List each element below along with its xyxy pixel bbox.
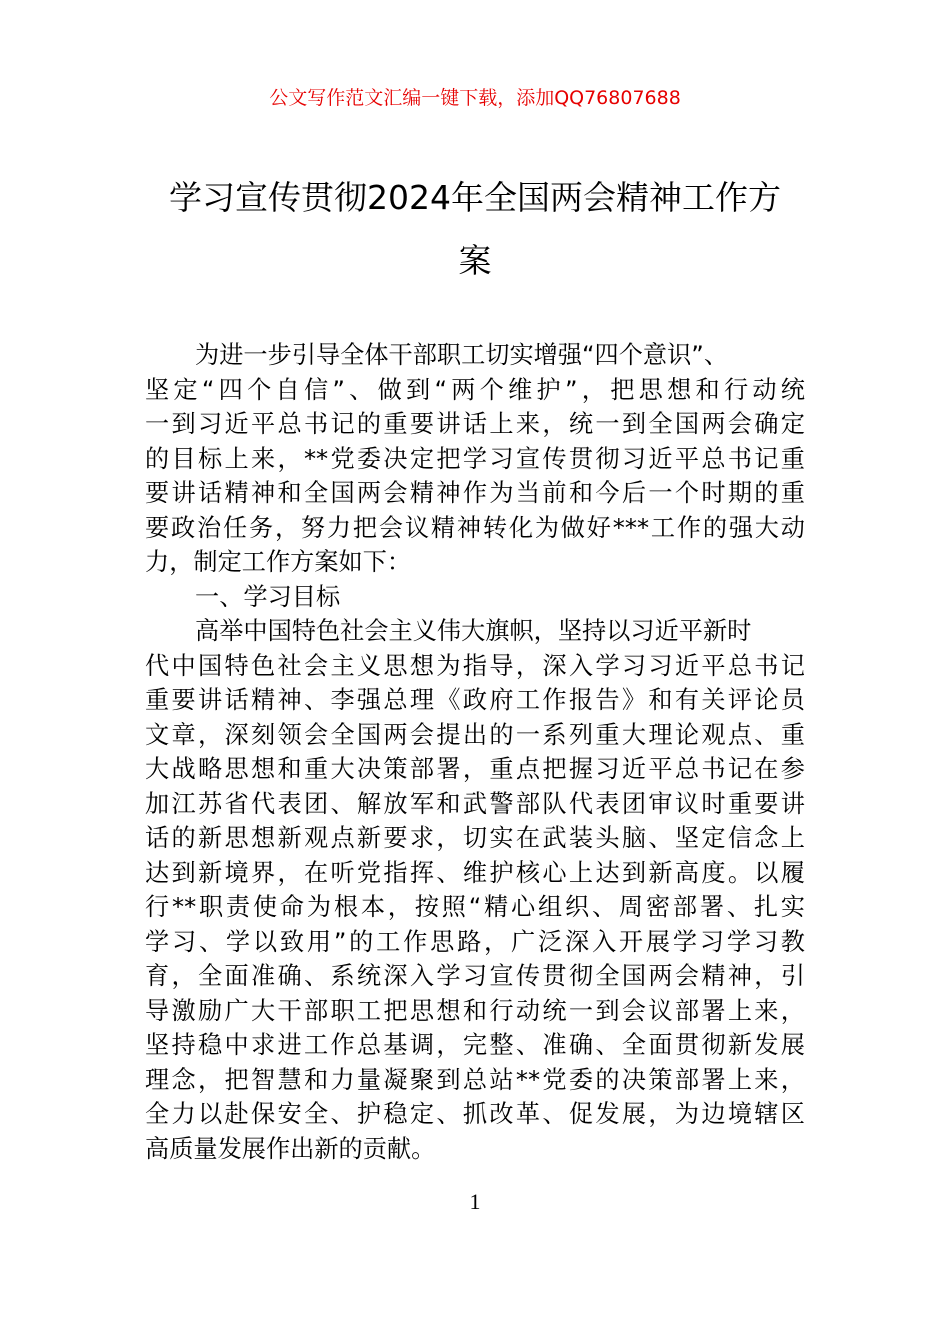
paragraph-goal-line: 话的新思想新观点新要求，切实在武装头脑、坚定信念上	[145, 824, 805, 852]
paragraph-goal-line: 高质量发展作出新的贡献。	[145, 1134, 436, 1163]
document-body	[145, 338, 805, 1166]
paragraph-goal-line: 行**职责使命为根本，按照“精心组织、周密部署、扎实	[145, 893, 805, 921]
title-line: 案	[458, 241, 492, 280]
page-number: 1	[469, 1189, 481, 1214]
paragraph-intro-line: 要讲话精神和全国两会精神作为当前和今后一个时期的重	[145, 479, 805, 507]
paragraph-goal-line: 学习、学以致用”的工作思路，广泛深入开展学习学习教	[145, 927, 805, 956]
paragraph-goal-line: 文章，深刻领会全国两会提出的一系列重大理论观点、重	[145, 720, 805, 749]
paragraph-intro-line: 要政治任务，努力把会议精神转化为做好***工作的强大动	[145, 513, 805, 542]
paragraph-goal-line: 高举中国特色社会主义伟大旗帜，坚持以习近平新时	[195, 617, 752, 645]
title-line: 学习宣传贯彻2024年全国两会精神工作方	[169, 178, 781, 217]
paragraph-intro-line: 坚定“四个自信”、做到“两个维护”，把思想和行动统	[145, 375, 805, 404]
paragraph-goal-line: 重要讲话精神、李强总理《政府工作报告》和有关评论员	[145, 686, 805, 714]
paragraph-intro-line: 力，制定工作方案如下：	[145, 548, 412, 576]
document-title	[145, 166, 805, 292]
paragraph-goal-line: 理念，把智慧和力量凝聚到总站**党委的决策部署上来，	[145, 1065, 805, 1094]
paragraph-goal-line: 加江苏省代表团、解放军和武警部队代表团审议时重要讲	[145, 789, 805, 818]
paragraph-goal-line: 代中国特色社会主义思想为指导，深入学习习近平总书记	[145, 651, 805, 680]
download-promo-note: 公文写作范文汇编一键下载，添加QQ76807688	[269, 87, 681, 109]
paragraph-goal-line: 达到新境界，在听党指挥、维护核心上达到新高度。以履	[145, 858, 805, 887]
paragraph-goal-line: 育，全面准确、系统深入学习宣传贯彻全国两会精神，引	[145, 962, 805, 990]
paragraph-intro-line: 为进一步引导全体干部职工切实增强“四个意识”、	[195, 341, 729, 369]
paragraph-goal-line: 导激励广大干部职工把思想和行动统一到会议部署上来，	[145, 996, 805, 1025]
paragraph-goal-line: 坚持稳中求进工作总基调，完整、准确、全面贯彻新发展	[145, 1031, 805, 1059]
section-heading: 一、学习目标	[195, 582, 341, 611]
paragraph-intro-line: 一到习近平总书记的重要讲话上来，统一到全国两会确定	[145, 410, 805, 438]
paragraph-goal-line: 全力以赴保安全、护稳定、抓改革、促发展，为边境辖区	[145, 1100, 805, 1128]
paragraph-goal-line: 大战略思想和重大决策部署，重点把握习近平总书记在参	[145, 755, 805, 783]
paragraph-intro-line: 的目标上来，**党委决定把学习宣传贯彻习近平总书记重	[145, 444, 805, 473]
